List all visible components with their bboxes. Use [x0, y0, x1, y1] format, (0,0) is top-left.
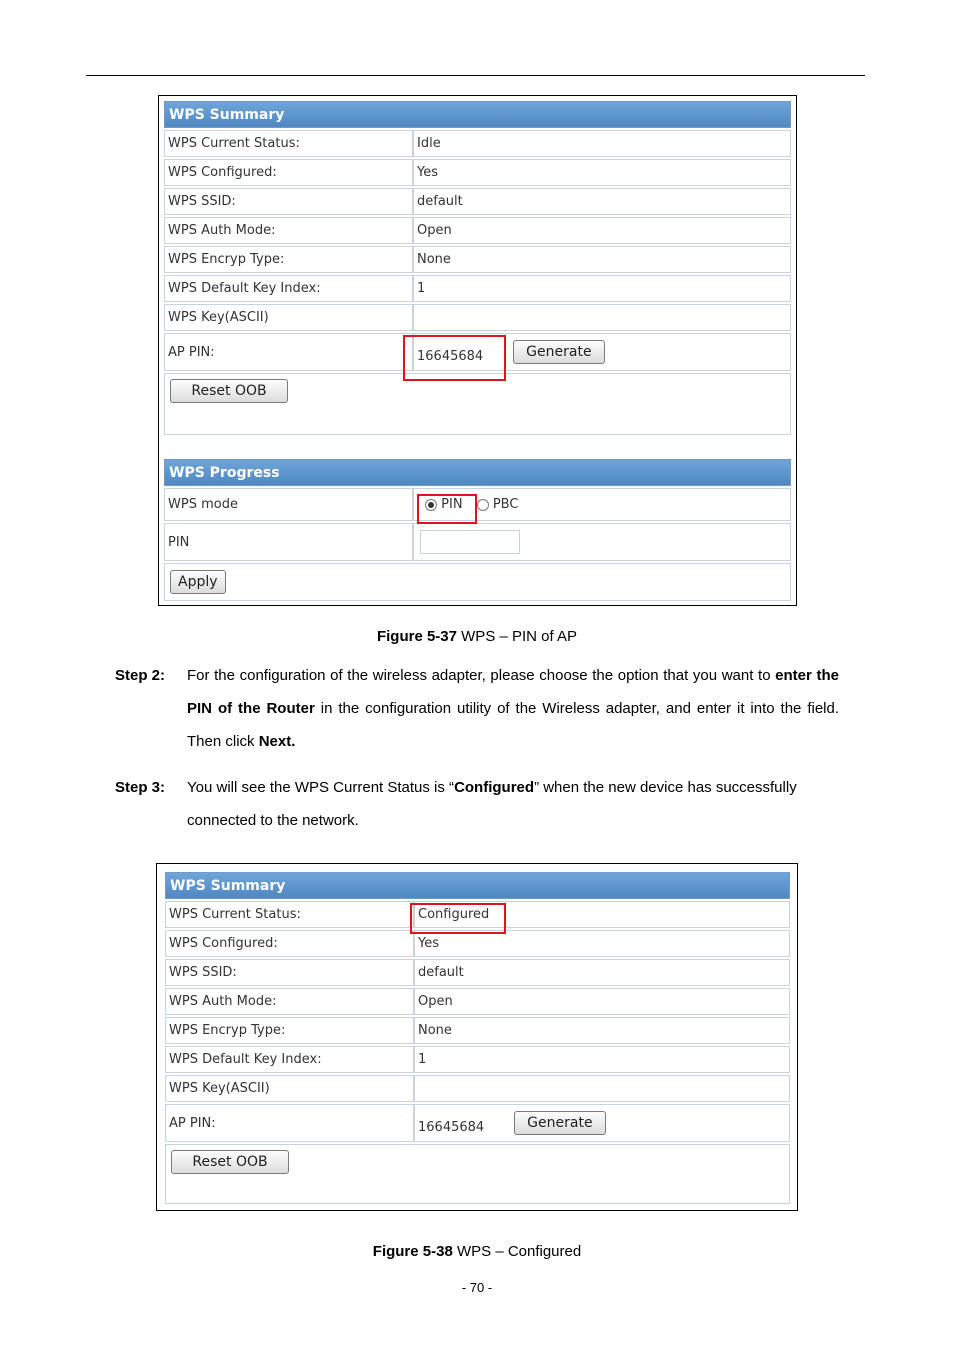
row-label: WPS Encryp Type:	[165, 1017, 414, 1044]
row-label: WPS Current Status:	[165, 901, 414, 928]
caption-text: WPS – Configured	[452, 1243, 582, 1260]
reset-oob-area	[164, 373, 791, 435]
table-row	[165, 959, 790, 986]
table-row	[164, 159, 791, 186]
pin-cell	[413, 523, 791, 561]
caption-text: WPS – PIN of AP	[456, 628, 578, 645]
pin-mode-highlight	[417, 494, 477, 524]
table-row	[164, 188, 791, 215]
row-value: Configured	[414, 901, 790, 928]
wps-summary-header: WPS Summary	[164, 101, 791, 128]
step-3-bold-configured: Configured	[454, 779, 535, 796]
table-row	[164, 217, 791, 244]
step-2-bold-router-pin: enter the PIN of the Router	[187, 667, 839, 717]
ap-pin-row	[165, 1104, 790, 1142]
table-row	[165, 1046, 790, 1073]
row-label: WPS Default Key Index:	[165, 1046, 414, 1073]
step-2-text-part: in the configuration utility of the Wireless adapter, and enter it into the field. Then click	[187, 700, 840, 750]
pbc-radio[interactable]	[477, 499, 489, 511]
row-value: Yes	[414, 930, 790, 957]
pin-radio-label: PIN	[441, 497, 463, 512]
step-3-text-part: You will see the WPS Current Status is “	[187, 779, 455, 796]
table-row	[165, 1075, 790, 1102]
page-number: - 70 -	[461, 1280, 493, 1295]
table-row	[164, 130, 791, 157]
configured-status-highlight	[410, 903, 506, 934]
figure-5-38-caption	[0, 1243, 954, 1260]
wps-mode-row	[164, 488, 791, 521]
pin-input[interactable]	[420, 530, 520, 554]
caption-number: Figure 5-37	[376, 628, 457, 645]
row-label: WPS Key(ASCII)	[164, 304, 413, 331]
pin-label: PIN	[164, 523, 413, 561]
row-label: WPS Key(ASCII)	[165, 1075, 414, 1102]
row-value: 1	[413, 275, 791, 302]
table-row	[164, 304, 791, 331]
row-value: Yes	[413, 159, 791, 186]
row-value: None	[413, 246, 791, 273]
row-label: WPS Auth Mode:	[164, 217, 413, 244]
ap-pin-cell	[414, 1104, 790, 1142]
row-label: WPS SSID:	[164, 188, 413, 215]
figure-wps-configured	[156, 863, 798, 1211]
row-label: WPS Auth Mode:	[165, 988, 414, 1015]
step-2	[115, 659, 839, 758]
reset-oob-button[interactable]: Reset OOB	[170, 379, 288, 403]
step-3	[115, 771, 839, 837]
table-row	[164, 246, 791, 273]
step-2-text	[187, 659, 839, 758]
figure-wps-pin-of-ap	[158, 95, 797, 606]
top-rule	[86, 75, 865, 76]
reset-oob-button[interactable]: Reset OOB	[171, 1150, 289, 1174]
row-value	[414, 1075, 790, 1102]
reset-oob-area	[165, 1144, 790, 1204]
wps-progress-table	[164, 486, 791, 563]
row-value	[413, 304, 791, 331]
row-value: Open	[413, 217, 791, 244]
ap-pin-label: AP PIN:	[164, 333, 413, 371]
row-label: WPS Configured:	[164, 159, 413, 186]
row-label: WPS Encryp Type:	[164, 246, 413, 273]
figure-5-37-caption	[0, 628, 954, 645]
pbc-radio-label: PBC	[492, 497, 519, 512]
ap-pin-value: 16645684	[418, 1119, 485, 1135]
wps-summary-header: WPS Summary	[165, 872, 790, 899]
step-2-text-part: For the configuration of the wireless adapter, please choose the option that you want to	[187, 667, 776, 684]
row-value: Open	[414, 988, 790, 1015]
table-row	[164, 275, 791, 302]
apply-area	[164, 563, 791, 601]
row-label: WPS Configured:	[165, 930, 414, 957]
row-value: None	[414, 1017, 790, 1044]
step-2-bold-next: Next.	[258, 733, 296, 750]
row-label: WPS Current Status:	[164, 130, 413, 157]
row-value: default	[414, 959, 790, 986]
wps-summary-panel	[164, 101, 791, 435]
ap-pin-highlight	[403, 335, 506, 381]
step-3-text	[187, 771, 839, 837]
ap-pin-label: AP PIN:	[165, 1104, 414, 1142]
row-label: WPS Default Key Index:	[164, 275, 413, 302]
row-value: 1	[414, 1046, 790, 1073]
table-row	[165, 1017, 790, 1044]
wps-progress-header: WPS Progress	[164, 459, 791, 486]
generate-button[interactable]: Generate	[513, 340, 604, 364]
generate-button[interactable]: Generate	[514, 1111, 605, 1135]
step-3-label: Step 3:	[115, 779, 166, 796]
pin-row	[164, 523, 791, 561]
row-value: default	[413, 188, 791, 215]
step-2-label: Step 2:	[115, 667, 166, 684]
step-3-text-part: ” when the new device has successfully connected to the network.	[187, 779, 797, 829]
wps-summary-table	[165, 899, 790, 1144]
table-row	[165, 988, 790, 1015]
table-row	[165, 930, 790, 957]
wps-mode-label: WPS mode	[164, 488, 413, 521]
row-value: Idle	[413, 130, 791, 157]
caption-number: Figure 5-38	[372, 1243, 453, 1260]
row-label: WPS SSID:	[165, 959, 414, 986]
apply-button[interactable]: Apply	[170, 570, 226, 594]
ap-pin-value: 16645684	[417, 348, 484, 364]
wps-progress-panel	[164, 459, 791, 601]
